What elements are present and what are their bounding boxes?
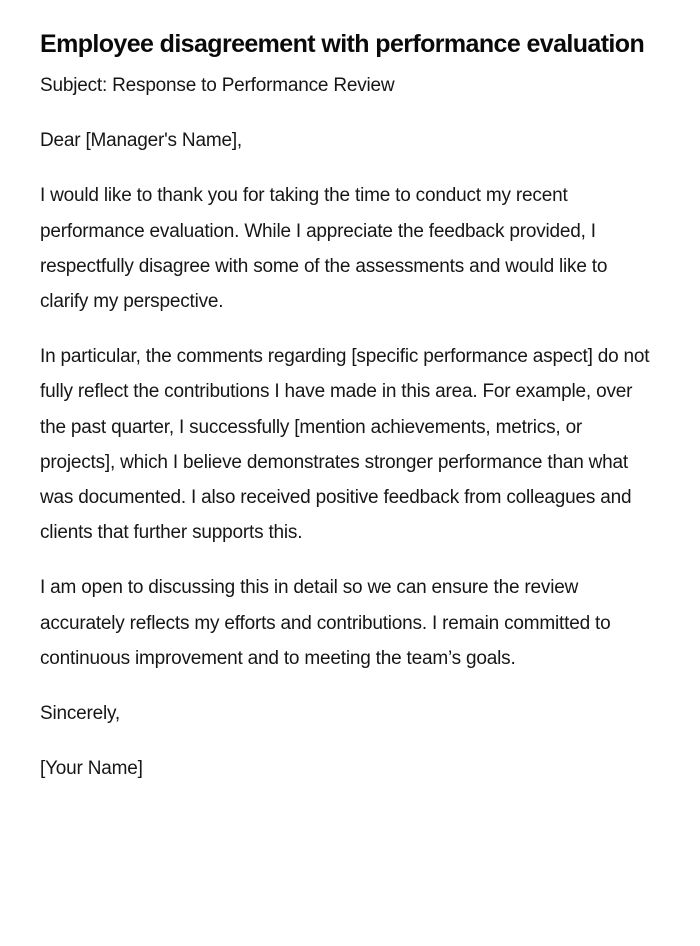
document-title: Employee disagreement with performance evaluation bbox=[40, 30, 645, 58]
body-paragraph-2: In particular, the comments regarding [specific performance aspect] do not fully reflect the contributions I have made in this area. For example, over the past quarter, I successfully [mention achievements, metrics, or projects], which I believe demonstrates stronger performance than what was documented. I also received positive feedback from colleagues and clients that further supports this. bbox=[40, 346, 650, 544]
closing: Sincerely, bbox=[40, 703, 121, 725]
body-paragraph-3: I am open to discussing this in detail so we can ensure the review accurately reflects my efforts and contributions. I remain committed to continuous improvement and to meeting the team’s goals. bbox=[40, 577, 611, 669]
subject-line: Subject: Response to Performance Review bbox=[40, 75, 395, 96]
salutation: Dear [Manager's Name], bbox=[40, 130, 242, 152]
body-paragraph-1: I would like to thank you for taking the time to conduct my recent performance evaluation. While I appreciate the feedback provided, I respectfully disagree with some of the assessments and would like to clarify my perspective. bbox=[40, 185, 608, 313]
signature: [Your Name] bbox=[40, 758, 143, 780]
